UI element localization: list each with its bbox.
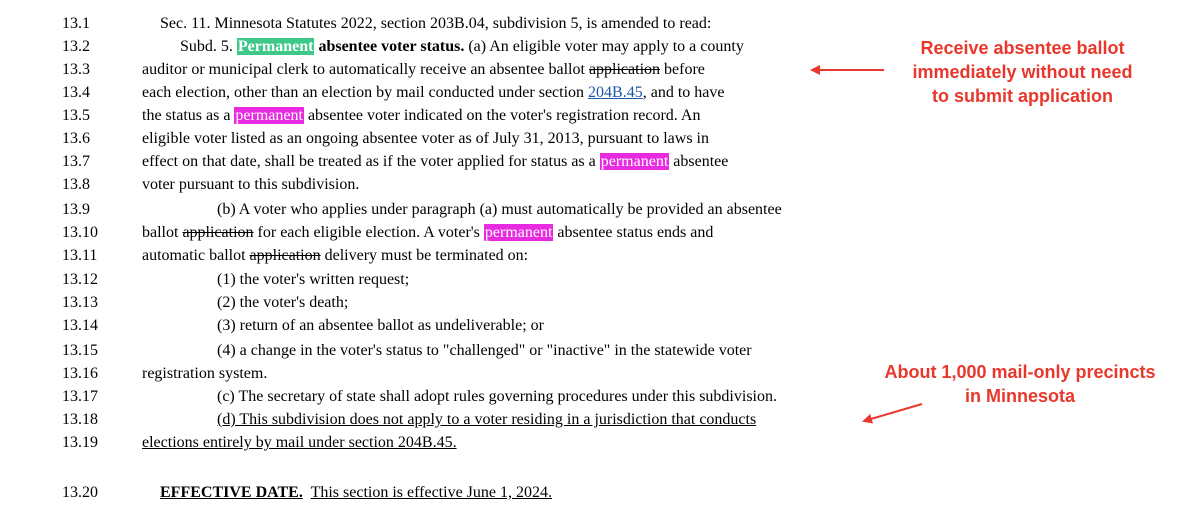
line-text-part: each election, other than an election by mail conducted under section — [142, 84, 585, 101]
line-text: (3) return of an absentee ballot as undeliverable; or — [217, 317, 544, 334]
permanent-highlight-magenta: permanent — [235, 107, 303, 124]
line-text-part: the status as a — [142, 107, 231, 124]
line-number: 13.5 — [62, 107, 90, 124]
line-text-part: , and to have — [642, 84, 725, 101]
line-text: (c) The secretary of state shall adopt rules governing procedures under this subdivision. — [217, 388, 777, 405]
line-number: 13.9 — [62, 201, 90, 218]
line-number: 13.16 — [62, 365, 98, 382]
line-number: 13.2 — [62, 38, 90, 55]
line-text-part: auditor or municipal clerk to automatically receive an absentee ballot — [142, 61, 585, 78]
struck-word: application — [182, 224, 254, 241]
struck-word: application — [588, 61, 661, 78]
line-text-rest: (a) An eligible voter may apply to a county — [468, 38, 744, 55]
subdivision-label: Subd. 5. — [180, 38, 233, 55]
line-number: 13.8 — [62, 176, 90, 193]
inserted-text: (d) This subdivision does not apply to a voter residing in a jurisdiction that conducts — [217, 411, 757, 428]
line-number: 13.20 — [62, 484, 98, 501]
line-text-part: for each eligible election. A voter's — [257, 224, 480, 241]
line-number: 13.19 — [62, 434, 98, 451]
line-number: 13.18 — [62, 411, 98, 428]
annotation-line: immediately without need — [912, 62, 1133, 82]
line-number: 13.11 — [62, 247, 98, 264]
line-text: (4) a change in the voter's status to "challenged" or "inactive" in the statewide voter — [217, 342, 752, 359]
effective-date-value: This section is effective June 1, 2024. — [310, 484, 552, 501]
line-text: registration system. — [142, 365, 268, 382]
line-text: voter pursuant to this subdivision. — [142, 176, 360, 193]
permanent-highlight-magenta: permanent — [600, 153, 669, 170]
inserted-text: elections entirely by mail under section 204B.45. — [142, 434, 457, 451]
statute-link-204b45[interactable]: 204B.45 — [588, 84, 643, 101]
line-text-part: before — [664, 61, 705, 78]
annotation-line: About 1,000 mail-only precincts — [884, 362, 1156, 382]
line-number: 13.15 — [62, 342, 98, 359]
annotation-line: to submit application — [931, 86, 1113, 106]
permanent-highlight-magenta: permanent — [484, 224, 553, 241]
line-text: (2) the voter's death; — [217, 294, 349, 311]
line-text-part: absentee — [673, 153, 729, 170]
line-number: 13.12 — [62, 271, 98, 288]
line-text-part: absentee voter indicated on the voter's registration record. An — [307, 107, 701, 124]
line-text: eligible voter listed as an ongoing absentee voter as of July 31, 2013, pursuant to laws in — [142, 130, 709, 147]
line-number: 13.6 — [62, 130, 90, 147]
subdivision-title: absentee voter status. — [318, 38, 465, 55]
line-text-part: ballot — [142, 224, 179, 241]
line-number: 13.7 — [62, 153, 90, 170]
line-number: 13.1 — [62, 15, 90, 32]
arrow-to-paragraph-d — [864, 404, 922, 421]
effective-date-label: EFFECTIVE DATE. — [160, 484, 303, 501]
annotation-line: Receive absentee ballot — [920, 38, 1125, 58]
line-number: 13.14 — [62, 317, 98, 334]
line-number: 13.3 — [62, 61, 90, 78]
line-text: (1) the voter's written request; — [217, 271, 410, 288]
line-text-part: effect on that date, shall be treated as if the voter applied for status as a — [142, 153, 596, 170]
permanent-highlight-green: Permanent — [237, 38, 314, 55]
line-text-part: absentee status ends and — [557, 224, 714, 241]
line-text: (b) A voter who applies under paragraph (a) must automatically be provided an absentee — [217, 201, 782, 218]
line-text-part: automatic ballot — [142, 247, 246, 264]
line-number: 13.10 — [62, 224, 98, 241]
line-number: 13.4 — [62, 84, 90, 101]
section-heading: Sec. 11. Minnesota Statutes 2022, section 203B.04, subdivision 5, is amended to read: — [160, 15, 712, 32]
line-number: 13.17 — [62, 388, 98, 405]
line-number: 13.13 — [62, 294, 98, 311]
annotation-line: in Minnesota — [964, 386, 1075, 406]
struck-word: application — [249, 247, 321, 264]
line-text-part: delivery must be terminated on: — [324, 247, 529, 264]
